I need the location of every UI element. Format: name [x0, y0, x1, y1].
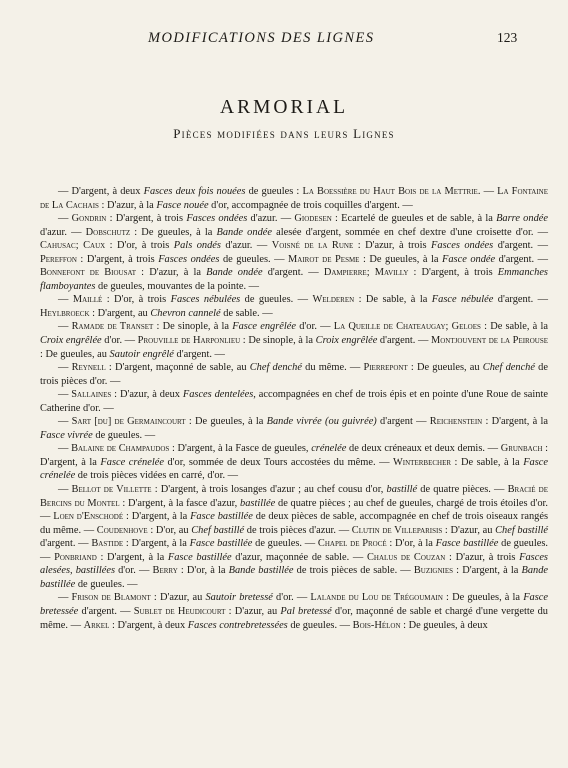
blazon-text: : D'argent, à la [482, 416, 548, 428]
blazon-text: d'or. — [114, 565, 153, 577]
charge-term: Chef denché [249, 362, 302, 374]
family-name: Bracié de Bercins du Montel [40, 484, 549, 509]
blazon-text: : D'argent, à trois [408, 267, 498, 279]
running-title: MODIFICATIONS DES LIGNES [148, 30, 375, 46]
family-name: Bois-Hélon [352, 619, 401, 631]
family-name: La Fontaine de La Cachais [40, 186, 549, 211]
blazon-text: d'azur. — [40, 226, 86, 238]
blazon-text: de sable. — [220, 307, 273, 319]
charge-term: Bande vivrée (ou guivrée) [266, 416, 377, 428]
blazon-text: : D'argent, à deux [109, 619, 188, 631]
armorial-paragraph [40, 361, 548, 388]
blazon-text: alesée d'argent, sommée en chef dextre d'une croisette d'or. — [272, 226, 548, 238]
blazon-text: du même. — [301, 362, 364, 374]
charge-term: Sautoir engrêlé [109, 348, 174, 360]
blazon-text: : De sable, à la [354, 294, 432, 306]
charge-term: Bande ondée [216, 226, 272, 238]
charge-term: Fasces ondées [158, 253, 220, 265]
charge-term: Emmanches flamboyantes [40, 267, 548, 292]
blazon-text: : D'or, à la [177, 565, 229, 577]
blazon-text: : D'argent, à trois [106, 213, 187, 225]
family-name: Heylbroeck [40, 307, 90, 319]
charge-term: Pal bretessé [280, 605, 332, 617]
section-title: ARMORIAL [219, 97, 348, 118]
blazon-text: : D'or, à la [386, 538, 436, 550]
blazon-text: : D'azur, à la [98, 199, 157, 211]
blazon-text: de gueules. — [252, 538, 318, 550]
family-name: Lalande du Lou de Trégoumain [310, 592, 443, 604]
blazon-text: d'azur. — [247, 213, 295, 225]
blazon-text: : D'argent, à la [40, 443, 548, 468]
family-name: Caux [83, 240, 106, 252]
charge-term: Fasces nébulées [170, 294, 241, 306]
family-name: Bonnefont de Biousat [40, 267, 137, 279]
charge-term: Fasce bastillée [167, 551, 232, 563]
charge-term: Fasce bastillée [189, 538, 253, 550]
blazon-text: d'argent. — [78, 605, 134, 617]
blazon-text: de trois pièces vidées en carré, d'or. — [75, 470, 239, 482]
charge-term: Chevron cannelé [150, 307, 221, 319]
charge-term: Chef bastillé [495, 524, 548, 536]
blazon-text: : D'argent, à trois [76, 253, 159, 265]
family-name: Sart [du] de Germaincourt [71, 416, 186, 428]
blazon-text: d'argent. — [40, 538, 92, 550]
blazon-text: de gueules. — [219, 253, 289, 265]
blazon-text: d'argent. — [377, 335, 432, 347]
blazon-text: d'or. — [272, 592, 311, 604]
armorial-paragraph [40, 185, 548, 212]
family-name: Pierrepont [363, 362, 408, 374]
blazon-text: de quatre pièces ; au chef de gueules, chargé de trois étoiles d'or. — [40, 497, 548, 523]
charge-term: Bande bastillée [40, 565, 549, 590]
family-name: Pereffon [40, 253, 77, 265]
charge-term: Fasces alesées, bastillées [40, 551, 548, 577]
blazon-text: de gueules. — [240, 294, 313, 306]
charge-term: Chef denché [482, 362, 535, 374]
blazon-text: — [58, 294, 73, 306]
blazon-text: : D'or, à trois [102, 294, 171, 306]
charge-term: Fasce bastillée [190, 511, 253, 523]
family-name: Balaine de Champaudos [71, 443, 170, 455]
armorial-paragraph [40, 388, 548, 415]
charge-term: Fasce ondée [442, 253, 496, 265]
blazon-text: : D'argent, à la fasce d'azur, [119, 497, 241, 509]
blazon-text: : D'argent, à la [96, 551, 168, 563]
family-name: Ramade de Transet [71, 321, 154, 333]
charge-term: Fasces ondées [431, 240, 494, 252]
charge-term: Fasce nouée [156, 199, 209, 211]
blazon-text: d'azur, maçonnée de sable. — [231, 551, 367, 563]
family-name: Reynell [71, 362, 106, 374]
family-name: Berry [152, 565, 178, 577]
family-name: Bastide [91, 538, 124, 550]
blazon-text: d'argent. — [493, 240, 548, 252]
blazon-text: : De sable, à la [480, 321, 548, 333]
blazon-text: : De gueules, à la [185, 416, 267, 428]
charge-term: Chef bastillé [191, 524, 245, 536]
blazon-text: de trois pièces de sable. — [293, 565, 414, 577]
blazon-text: de gueules, mouvantes de la pointe. — [95, 280, 260, 292]
blazon-text: : D'or, au [147, 524, 192, 536]
blazon-text: — [58, 484, 72, 496]
section-subtitle: Pièces modifiées dans leurs Lignes [173, 126, 395, 141]
charge-term: Fasces contrebretessées [187, 619, 288, 631]
blazon-text: : De sinople, à la [240, 335, 316, 347]
blazon-text: : De sinople, à la [153, 321, 233, 333]
blazon-text: d'or, sommée de deux Tours accostées du même. — [163, 456, 393, 468]
blazon-text: : D'azur, à deux [111, 389, 183, 401]
blazon-text: d'argent. — [173, 348, 225, 360]
charge-term: Barre ondée [496, 213, 548, 225]
blazon-text: de deux pièces de sable, accompagnée en chef de trois oiseaux rangés du même. — [40, 511, 548, 536]
charge-term: Fasce vivrée [40, 429, 93, 441]
blazon-text: : De gueules, à la [359, 253, 442, 265]
blazon-text: ; [445, 321, 452, 333]
blazon-text: : De sable, à la [451, 456, 524, 468]
charge-term: Fasce bretessée [40, 592, 548, 617]
blazon-text: de gueules. — [92, 429, 156, 441]
blazon-text: d'or, accompagnée de trois coquilles d'argent. — [208, 199, 413, 211]
page-number: 123 [497, 30, 518, 45]
family-name: Coudenhove [96, 524, 148, 536]
family-name: Chalus de Couzan [366, 551, 446, 563]
blazon-text: — [58, 213, 72, 225]
blazon-text: d'argent — [376, 416, 430, 428]
family-name: Prouville de Harponlieu [137, 335, 241, 347]
armorial-paragraph [40, 442, 548, 483]
blazon-text: — D'argent, à deux [58, 186, 144, 197]
blazon-text: d'or. — [101, 335, 138, 347]
blazon-text: — [58, 389, 72, 401]
armorial-paragraph [40, 415, 548, 442]
blazon-text: d'argent. — [493, 294, 549, 306]
blazon-text: — [58, 592, 72, 604]
family-name: Sallaines [71, 389, 112, 401]
blazon-text: ; [75, 240, 84, 252]
family-name: Dampierre [323, 267, 367, 279]
blazon-text: : D'argent, à la [123, 511, 191, 523]
charge-term: Fasce crénelée [100, 456, 164, 468]
family-name: Geloes [451, 321, 481, 333]
armorial-paragraph [40, 293, 548, 320]
family-name: Sublet de Heudicourt [133, 605, 226, 617]
blazon-text: — [58, 416, 72, 428]
family-name: Voisné de la Rune [271, 240, 354, 252]
family-name: Clutin de Villeparisis [351, 524, 443, 536]
blazon-text: : Ecartelé de gueules et de sable, à la [331, 213, 497, 225]
blazon-text: d'argent. — [262, 267, 324, 279]
armorial-paragraph [40, 320, 548, 361]
blazon-text: de quatre pièces. — [417, 484, 508, 496]
blazon-text: — [58, 443, 72, 455]
blazon-text: de deux créneaux et deux demis. — [346, 443, 501, 455]
charge-term: crénelée [311, 443, 347, 455]
charge-term: Fasce nébulée [431, 294, 494, 306]
blazon-text: : D'argent, maçonné de sable, au [105, 362, 250, 374]
family-name: La Queille de Chateaugay [333, 321, 446, 333]
blazon-text: : D'azur, au [150, 592, 206, 604]
family-name: Maillé [72, 294, 103, 306]
blazon-text: de gueules : [245, 186, 303, 197]
family-name: Gondrin [71, 213, 107, 225]
family-name: Loen d'Enschodé [53, 511, 124, 523]
blazon-text: d'or. — [296, 321, 334, 333]
charge-term: Fasce crénelée [40, 456, 548, 482]
blazon-text: ; [366, 267, 375, 279]
charge-term: Fasce engrêlée [232, 321, 297, 333]
charge-term: Pals ondés [173, 240, 221, 252]
blazon-text: de gueules. — [287, 619, 353, 631]
blazon-text: : De gueules, au [40, 348, 110, 360]
family-name: Frison de Blamont [71, 592, 151, 604]
blazon-text: : D'argent, à la Fasce de gueules, [169, 443, 312, 455]
family-name: Chapel de Procé [317, 538, 387, 550]
armorial-paragraph [40, 591, 548, 632]
blazon-text: : De gueules, au [407, 362, 483, 374]
family-name: Mairot de Pesme [288, 253, 360, 265]
blazon-text: : D'azur, à trois [353, 240, 432, 252]
blazon-text: : De gueules, à la [130, 226, 217, 238]
blazon-text: d'argent. — [495, 253, 548, 265]
family-name: Winterbecher [392, 456, 452, 468]
blazon-text: d'azur. — [220, 240, 272, 252]
family-name: Cahusac [40, 240, 76, 252]
blazon-text: : De gueules, à deux [400, 619, 488, 631]
blazon-text: : D'azur, au [442, 524, 496, 536]
blazon-text: : D'argent, au [89, 307, 151, 319]
blazon-text: de trois pièces d'azur. — [244, 524, 352, 536]
family-name: Reichenstein [429, 416, 483, 428]
blazon-text: — [58, 321, 72, 333]
family-name: Mavilly [374, 267, 409, 279]
blazon-text: , accompagnées en chef de trois épis et en pointe d'une Roue de sainte Catherine d'or. — [40, 389, 548, 414]
charge-term: Croix engrêlée [315, 335, 378, 347]
family-name: La Boessière du Haut Bois de la Mettrie [302, 186, 478, 197]
blazon-text: — [58, 362, 72, 374]
charge-term: Croix engrêlée [40, 335, 102, 347]
charge-term: Fasces deux fois nouées [143, 186, 246, 197]
charge-term: Bande bastillée [228, 565, 294, 577]
charge-term: Fasces dentelées [182, 389, 254, 401]
blazon-text: . — [477, 186, 498, 197]
blazon-text: : D'azur, à trois [445, 551, 520, 563]
family-name: Buzignies [413, 565, 454, 577]
charge-term: Sautoir bretessé [205, 592, 273, 604]
blazon-text: d'or, maçonné de sable et chargé d'une vergette du même. — [40, 605, 548, 631]
family-name: Montjouvent de la Peirouse [431, 335, 548, 347]
family-name: Arkel [83, 619, 110, 631]
armorial-paragraph [40, 212, 548, 293]
family-name: Grunbach [500, 443, 543, 455]
blazon-text: : De gueules, à la [442, 592, 524, 604]
charge-term: Bande ondée [206, 267, 263, 279]
family-name: Dobschutz [85, 226, 131, 238]
blazon-text: de gueules. — [40, 538, 549, 563]
charge-term: bastillé [386, 484, 418, 496]
charge-term: Fasce bastillée [435, 538, 499, 550]
family-name: Welderen [312, 294, 355, 306]
blazon-text: : D'or, à trois [105, 240, 174, 252]
blazon-text: : D'argent, à la [123, 538, 190, 550]
family-name: Ponbriand [54, 551, 97, 563]
blazon-text: : D'azur, à la [136, 267, 207, 279]
family-name: Giodesen [294, 213, 332, 225]
armorial-paragraph [40, 483, 548, 591]
blazon-text: : D'azur, au [225, 605, 281, 617]
family-name: Bellot de Villette [71, 484, 152, 496]
armorial-body-text [40, 185, 548, 632]
blazon-text: : D'argent, à trois losanges d'azur ; au chef cousu d'or, [151, 484, 387, 496]
blazon-text: de gueules. — [75, 578, 138, 590]
blazon-text: : D'argent, à la [453, 565, 522, 577]
charge-term: Fasces ondées [186, 213, 248, 225]
blazon-text: de trois pièces d'or. — [40, 362, 548, 387]
charge-term: bastillée [240, 497, 276, 509]
